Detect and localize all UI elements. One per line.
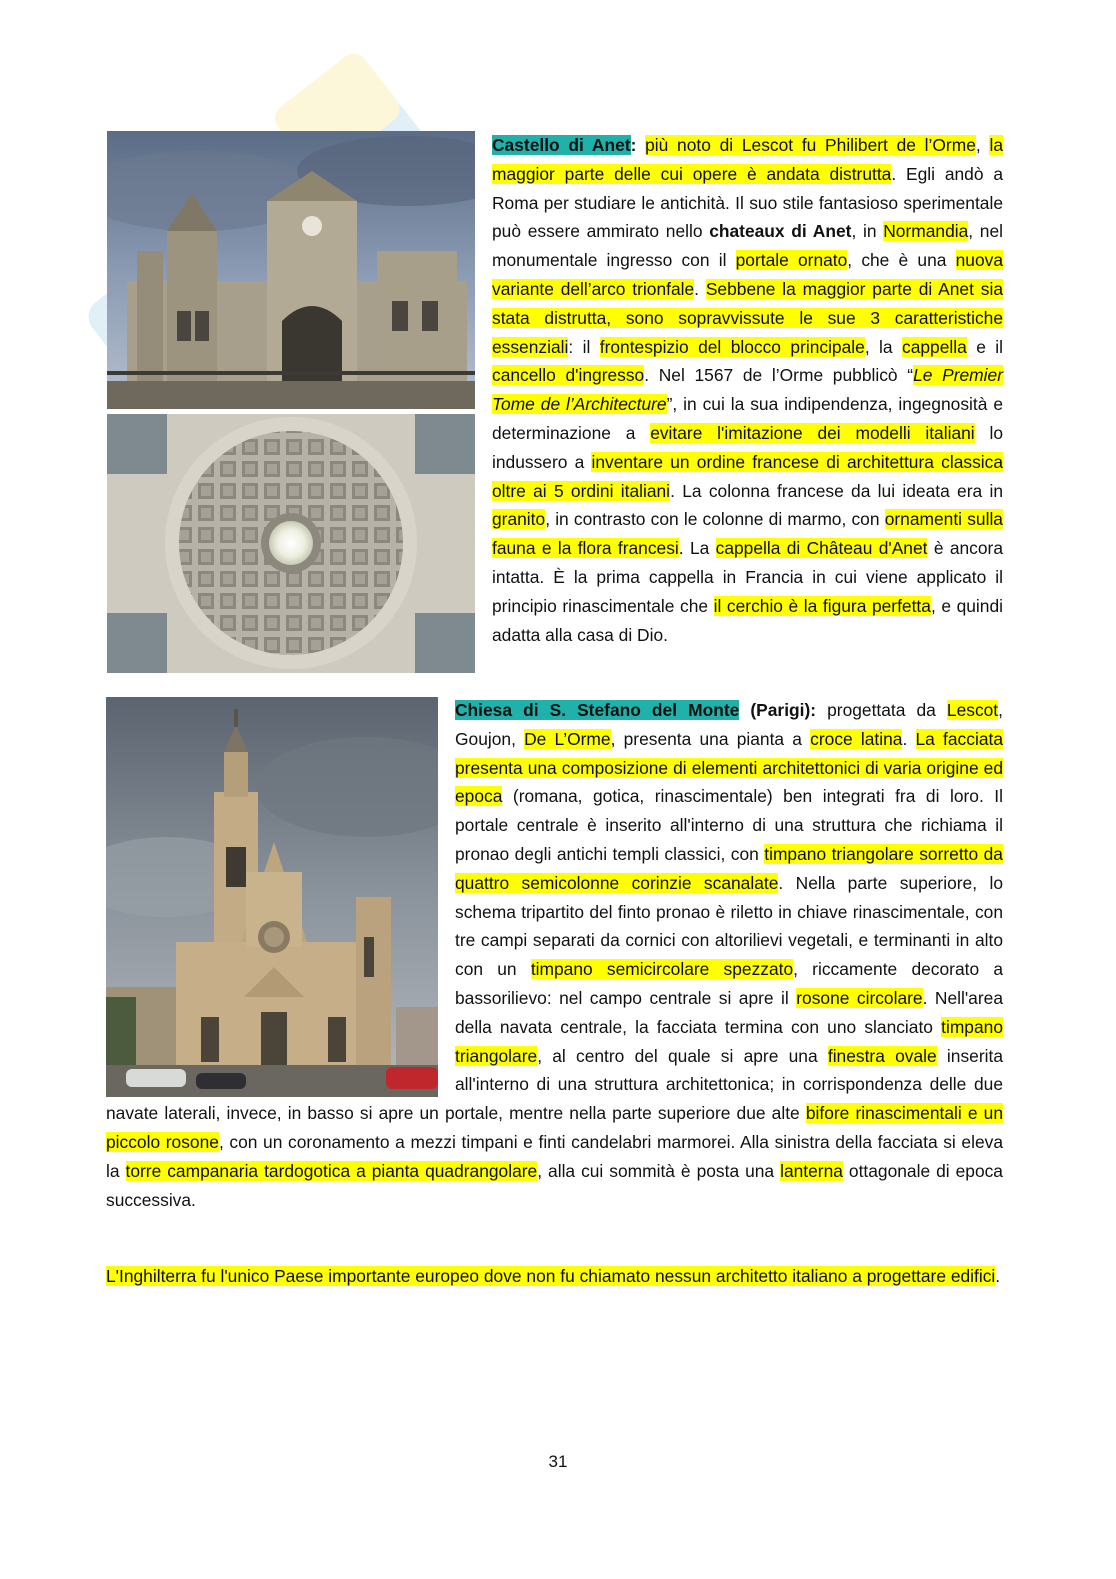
text-span: . Egli andò a Roma per studiare le antichità. Il suo stile fantasioso sperimentale può essere ammirato nello	[492, 163, 1003, 242]
highlight: La facciata presenta una composizione di elementi architettonici di varia origine ed epoca	[455, 728, 1003, 807]
highlight: cancello d'ingresso	[492, 365, 645, 386]
highlight: più noto di Lescot fu Philibert de l’Orme	[645, 135, 976, 155]
text-span: . La	[678, 538, 716, 559]
page-number: 31	[548, 1452, 568, 1471]
text-span: , e quindi adatta alla casa di Dio.	[492, 595, 1003, 645]
highlight: bifore rinascimentali e un piccolo rosone	[106, 1103, 1004, 1152]
text-span: è ancora intatta. È la prima cappella in Francia in cui viene applicato il principio rinascimentale che	[492, 538, 1003, 616]
location-label: (Parigi):	[750, 700, 817, 720]
text-span: , nel monumentale ingresso con il	[492, 221, 1004, 271]
text-span: , con un coronamento a mezzi timpani e finti candelabri marmorei. Alla sinistra della facciata si eleva la	[106, 1131, 1003, 1181]
text-span: : il	[568, 336, 600, 357]
text-span: , al centro del quale si apre una	[537, 1045, 828, 1066]
text-span: , riccamente decorato a bassorilievo: nel campo centrale si apre il	[455, 959, 1003, 1008]
text-span: . Nel 1567 de l’Orme pubblicò “	[644, 365, 914, 386]
text-span: (romana, gotica, rinascimentale) ben integrati fra di loro. Il portale centrale è inserito all'interno di una struttura che richiama il pronao degli antichi templi classici, con	[455, 786, 1003, 864]
anet-heading: Castello di Anet	[492, 135, 631, 155]
castle-anet-photo	[107, 131, 475, 409]
highlight: la maggior parte delle cui opere è andata distrutta	[492, 135, 1003, 184]
highlight: cappella di Château d'Anet	[715, 538, 928, 559]
highlight: timpano triangolare	[455, 1016, 1003, 1066]
highlight: lanterna	[780, 1160, 843, 1181]
text-span: , alla cui sommità è posta una	[537, 1160, 781, 1181]
saint-etienne-paragraph	[106, 696, 1003, 1214]
highlight: Lescot	[946, 700, 999, 720]
highlight: granito	[492, 509, 546, 530]
england-paragraph	[106, 1262, 1003, 1291]
text-span: .	[995, 1266, 1001, 1286]
text-span: progettata da	[816, 700, 947, 720]
highlight: Normandia	[883, 221, 969, 242]
highlight: croce latina	[810, 728, 903, 749]
text-span: .	[694, 278, 706, 299]
text-span: . La colonna francese da lui ideata era in	[670, 480, 1004, 501]
chapel-dome-photo	[107, 414, 475, 673]
anet-paragraph	[492, 131, 1003, 649]
highlight: cappella	[902, 336, 967, 357]
highlight: il cerchio è la figura perfetta	[713, 595, 931, 616]
highlight: ornamenti sulla fauna e la flora francesi	[492, 509, 1003, 559]
text-span	[636, 135, 645, 155]
highlight: finestra ovale	[827, 1045, 937, 1066]
highlight: Sebbene la maggior parte di Anet sia stata distrutta, sono sopravvissute le sue 3 caratteristiche essenziali	[492, 278, 1003, 357]
text-span: lo indussero a	[492, 422, 1003, 472]
highlight: rosone circolare	[796, 987, 923, 1008]
text-span: ”, in cui la sua indipendenza, ingegnosità e determinazione a	[492, 394, 1003, 443]
text-span: , presenta una pianta a	[610, 728, 811, 749]
text-span: e il	[966, 336, 1004, 357]
highlight: timpano semicircolare spezzato	[530, 959, 794, 980]
text-span: , in contrasto con le colonne di marmo, con	[545, 509, 885, 530]
highlight: frontespizio del blocco principale	[599, 336, 865, 357]
text-span: inserita all'interno di una struttura architettonica; in corrispondenza delle due navate laterali, invece, in basso si apre un portale, mentre nella parte superiore due alte	[106, 1045, 1003, 1124]
text-span: . Nell'area della navata centrale, la facciata termina con uno slanciato	[455, 987, 1003, 1037]
highlight: timpano triangolare sorretto da quattro semicolonne corinzie scanalate	[455, 843, 1003, 893]
text-span: , che è una	[847, 250, 956, 271]
text-span: , la	[864, 336, 902, 357]
text-span	[739, 700, 750, 720]
highlight: portale ornato	[735, 250, 848, 271]
photo-spacer	[106, 696, 455, 1096]
highlight: L'Inghilterra fu l'unico Paese importante europeo dove non fu chiamato nessun architetto italiano a progettare edifici	[106, 1266, 996, 1286]
highlight: nuova variante dell’arco trionfale	[492, 250, 1003, 299]
text-span: , Goujon,	[455, 700, 1003, 749]
highlight: evitare l'imitazione dei modelli italiani	[650, 422, 975, 443]
text-span: ottagonale di epoca successiva.	[106, 1160, 1003, 1210]
highlight: De L’Orme	[524, 728, 611, 749]
text-span: ,	[975, 135, 990, 155]
text-span: , in	[851, 221, 884, 242]
saint-etienne-heading: Chiesa di S. Stefano del Monte	[455, 700, 740, 720]
highlight: inventare un ordine francese di architettura classica oltre ai 5 ordini italiani	[492, 451, 1003, 501]
text-span: :	[630, 135, 637, 155]
highlight: torre campanaria tardogotica a pianta quadrangolare	[125, 1160, 538, 1181]
text-span: .	[902, 728, 916, 749]
text-span: . Nella parte superiore, lo schema tripartito del finto pronao è riletto in chiave rinascimentale, con tre campi separati da cornici con altorilievi vegetali, e terminanti in alto con un	[455, 872, 1003, 980]
book-title: Le Premier Tome de l’Architecture	[492, 365, 1003, 415]
bold-term: chateaux di Anet	[709, 221, 852, 242]
